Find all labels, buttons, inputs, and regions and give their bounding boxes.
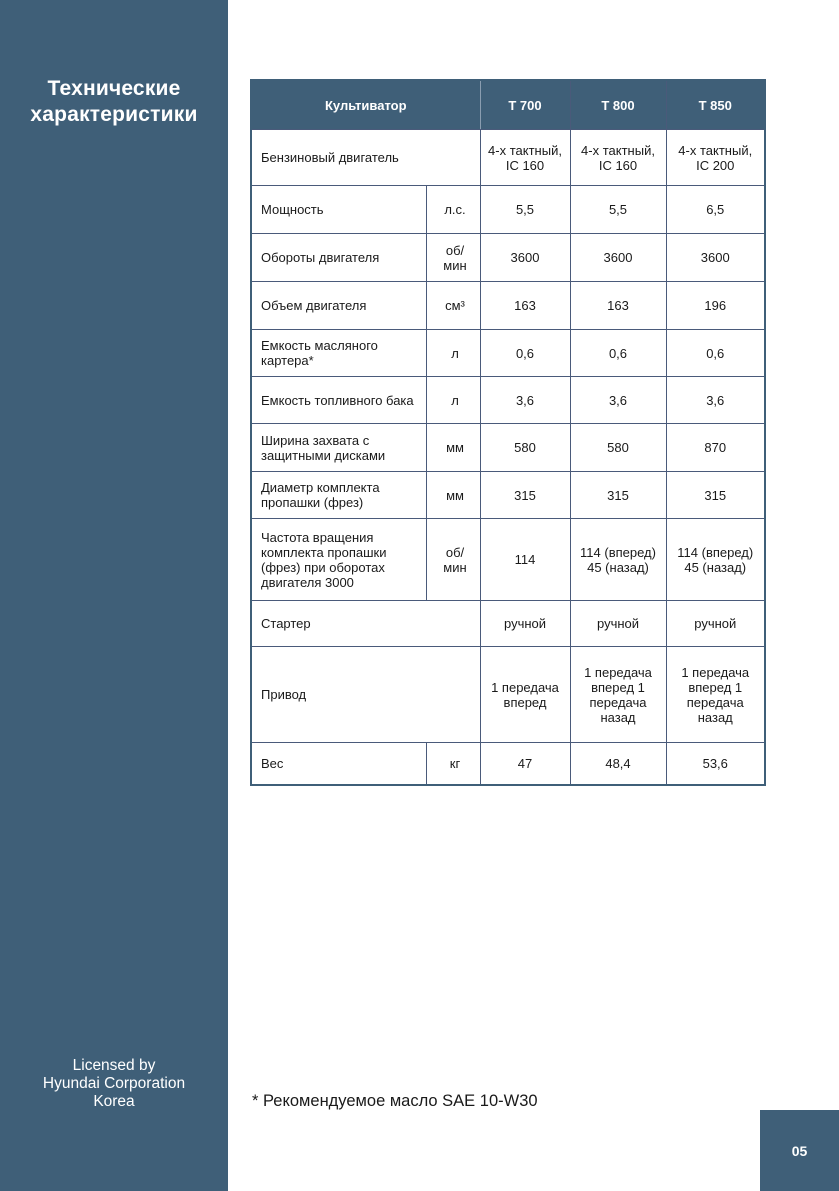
value-cell: 6,5 — [666, 186, 765, 234]
section-title — [0, 76, 228, 128]
value-cell: 1 передача вперед 1 передача назад — [666, 647, 765, 743]
unit-cell: л — [426, 330, 480, 377]
param-name: Емкость масляного картера* — [251, 330, 426, 377]
table-row — [251, 377, 765, 424]
table-row — [251, 519, 765, 601]
table-row — [251, 234, 765, 282]
value-cell: 0,6 — [666, 330, 765, 377]
param-name: Частота вращения комплекта пропашки (фрез) при оборотах двигателя 3000 — [251, 519, 426, 601]
value-cell: ручной — [570, 601, 666, 647]
footnote: * Рекомендуемое масло SAE 10-W30 — [252, 1092, 538, 1110]
value-cell: 163 — [570, 282, 666, 330]
header-model: Т 850 — [666, 80, 765, 130]
sidebar — [0, 0, 228, 1191]
license-line3: Korea — [93, 1093, 135, 1110]
value-cell: 5,5 — [480, 186, 570, 234]
value-cell: 5,5 — [570, 186, 666, 234]
param-name: Вес — [251, 743, 426, 785]
unit-cell: об/мин — [426, 519, 480, 601]
param-name: Мощность — [251, 186, 426, 234]
value-cell: 580 — [570, 424, 666, 472]
table-row — [251, 472, 765, 519]
value-cell: 3600 — [480, 234, 570, 282]
section-title-line2: характеристики — [30, 103, 198, 126]
table-row — [251, 330, 765, 377]
value-cell: 4-х тактный, IC 160 — [570, 130, 666, 186]
value-cell: 315 — [480, 472, 570, 519]
section-title-line1: Технические — [47, 77, 181, 100]
value-cell: 163 — [480, 282, 570, 330]
value-cell: 47 — [480, 743, 570, 785]
table-row — [251, 743, 765, 785]
value-cell: ручной — [666, 601, 765, 647]
param-name: Стартер — [251, 601, 480, 647]
page-number-text: 05 — [791, 1142, 808, 1159]
unit-cell: л.с. — [426, 186, 480, 234]
value-cell: ручной — [480, 601, 570, 647]
value-cell: 4-х тактный, IC 200 — [666, 130, 765, 186]
param-name: Ширина захвата с защитными дисками — [251, 424, 426, 472]
value-cell: 0,6 — [480, 330, 570, 377]
license-text — [0, 1057, 228, 1111]
param-name: Емкость топливного бака — [251, 377, 426, 424]
value-cell: 114 — [480, 519, 570, 601]
header-model: Т 800 — [570, 80, 666, 130]
header-product: Культиватор — [251, 80, 480, 130]
header-model: Т 700 — [480, 80, 570, 130]
value-cell: 3600 — [666, 234, 765, 282]
value-cell: 870 — [666, 424, 765, 472]
value-cell: 315 — [570, 472, 666, 519]
unit-cell: об/мин — [426, 234, 480, 282]
page-number — [760, 1110, 839, 1191]
license-line2: Hyundai Corporation — [42, 1075, 186, 1092]
value-cell: 196 — [666, 282, 765, 330]
unit-cell: кг — [426, 743, 480, 785]
table-header-row — [251, 80, 765, 130]
value-cell: 3,6 — [570, 377, 666, 424]
value-cell: 48,4 — [570, 743, 666, 785]
table-row — [251, 647, 765, 743]
value-cell: 315 — [666, 472, 765, 519]
table-row — [251, 601, 765, 647]
spec-table — [250, 79, 766, 786]
value-cell: 114 (вперед) 45 (назад) — [570, 519, 666, 601]
unit-cell: мм — [426, 424, 480, 472]
value-cell: 4-х тактный, IC 160 — [480, 130, 570, 186]
license-line1: Licensed by — [72, 1057, 156, 1074]
value-cell: 3,6 — [666, 377, 765, 424]
param-name: Диаметр комплекта пропашки (фрез) — [251, 472, 426, 519]
param-name: Привод — [251, 647, 480, 743]
value-cell: 1 передача вперед — [480, 647, 570, 743]
value-cell: 1 передача вперед 1 передача назад — [570, 647, 666, 743]
unit-cell: мм — [426, 472, 480, 519]
value-cell: 580 — [480, 424, 570, 472]
value-cell: 3,6 — [480, 377, 570, 424]
param-name: Бензиновый двигатель — [251, 130, 480, 186]
table-row — [251, 282, 765, 330]
table-row — [251, 130, 765, 186]
param-name: Объем двигателя — [251, 282, 426, 330]
value-cell: 3600 — [570, 234, 666, 282]
table-row — [251, 424, 765, 472]
unit-cell: см³ — [426, 282, 480, 330]
value-cell: 114 (вперед) 45 (назад) — [666, 519, 765, 601]
value-cell: 0,6 — [570, 330, 666, 377]
unit-cell: л — [426, 377, 480, 424]
value-cell: 53,6 — [666, 743, 765, 785]
table-row — [251, 186, 765, 234]
param-name: Обороты двигателя — [251, 234, 426, 282]
